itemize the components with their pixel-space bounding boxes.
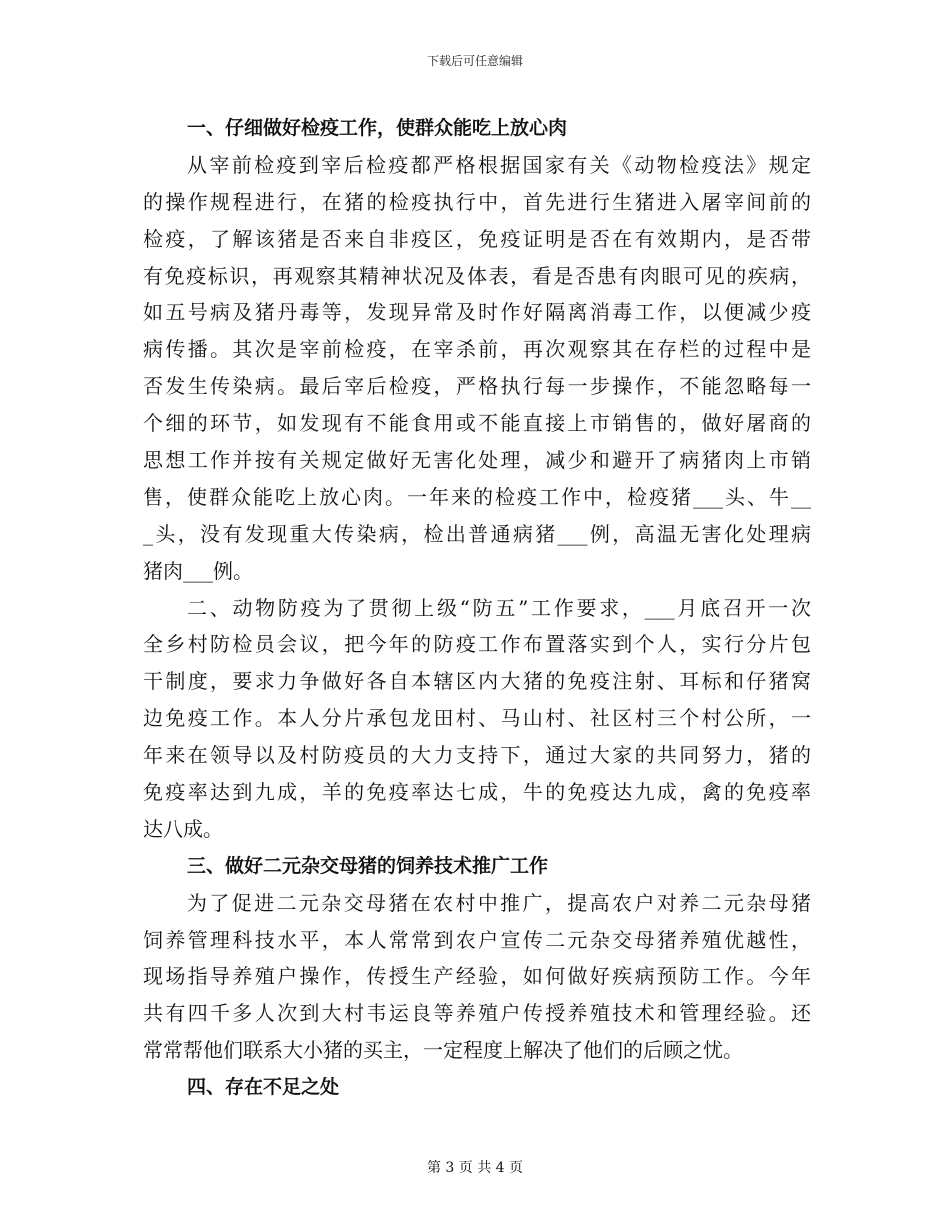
paragraph-first-line: 二、动物防疫为了贯彻上级“防五”工作要求，___月底召开一次	[187, 595, 811, 620]
paragraph-line: 否发生传染病。最后宰后检疫，严格执行每一步操作，不能忽略每一	[143, 374, 811, 399]
paragraph-last-line: 达八成。	[143, 816, 223, 841]
page-number: 第 3 页 共 4 页	[426, 1160, 524, 1176]
paragraph-line: 如五号病及猪丹毒等，发现异常及时作好隔离消毒工作，以便减少疫	[143, 300, 811, 325]
section-heading: 三、做好二元杂交母猪的饲养技术推广工作	[187, 854, 549, 877]
page-header-note: 下载后可任意编辑	[426, 54, 523, 68]
paragraph-line: 病传播。其次是宰前检疫，在宰杀前，再次观察其在存栏的过程中是	[143, 337, 811, 362]
paragraph-line: 边免疫工作。本人分片承包龙田村、马山村、社区村三个村公所，一	[143, 706, 811, 731]
paragraph-line: 全乡村防检员会议，把今年的防疫工作布置落实到个人，实行分片包	[143, 632, 811, 657]
paragraph-line: _头，没有发现重大传染病，检出普通病猪___例，高温无害化处理病	[143, 521, 811, 546]
paragraph-line: 检疫，了解该猪是否来自非疫区，免疫证明是否在有效期内，是否带	[143, 226, 811, 251]
section-heading: 一、仔细做好检疫工作，使群众能吃上放心肉	[187, 117, 568, 139]
paragraph-line: 年来在领导以及村防疫员的大力支持下，通过大家的共同努力，猪的	[143, 743, 811, 768]
paragraph-line: 有免疫标识，再观察其精神状况及体表，看是否患有肉眼可见的疾病，	[143, 263, 811, 288]
paragraph-line: 个细的环节，如发现有不能食用或不能直接上市销售的，做好屠商的	[143, 411, 811, 436]
paragraph-line: 现场指导养殖户操作，传授生产经验，如何做好疾病预防工作。今年	[143, 964, 811, 989]
paragraph-line: 思想工作并按有关规定做好无害化处理，减少和避开了病猪肉上市销	[143, 448, 811, 473]
paragraph-line: 共有四千多人次到大村韦运良等养殖户传授养殖技术和管理经验。还	[143, 1001, 811, 1026]
section-heading: 四、存在不足之处	[187, 1076, 340, 1099]
paragraph-line: 免疫率达到九成，羊的免疫率达七成，牛的免疫达九成，禽的免疫率	[143, 780, 811, 805]
paragraph-first-line: 从宰前检疫到宰后检疫都严格根据国家有关《动物检疫法》规定	[187, 152, 811, 177]
paragraph-line: 干制度，要求力争做好各自本辖区内大猪的免疫注射、耳标和仔猪窝	[143, 669, 811, 694]
paragraph-line: 售，使群众能吃上放心肉。一年来的检疫工作中，检疫猪___头、牛__	[143, 484, 811, 509]
paragraph-first-line: 为了促进二元杂交母猪在农村中推广，提高农户对养二元杂母猪	[187, 890, 811, 915]
paragraph-line: 饲养管理科技水平，本人常常到农户宣传二元杂交母猪养殖优越性，	[143, 927, 811, 952]
paragraph-line: 的操作规程进行，在猪的检疫执行中，首先进行生猪进入屠宰间前的	[143, 189, 811, 214]
paragraph-last-line: 常常帮他们联系大小猪的买主，一定程度上解决了他们的后顾之忧。	[143, 1038, 743, 1063]
document-body	[143, 110, 811, 1106]
paragraph-last-line: 猪肉___例。	[143, 558, 253, 583]
